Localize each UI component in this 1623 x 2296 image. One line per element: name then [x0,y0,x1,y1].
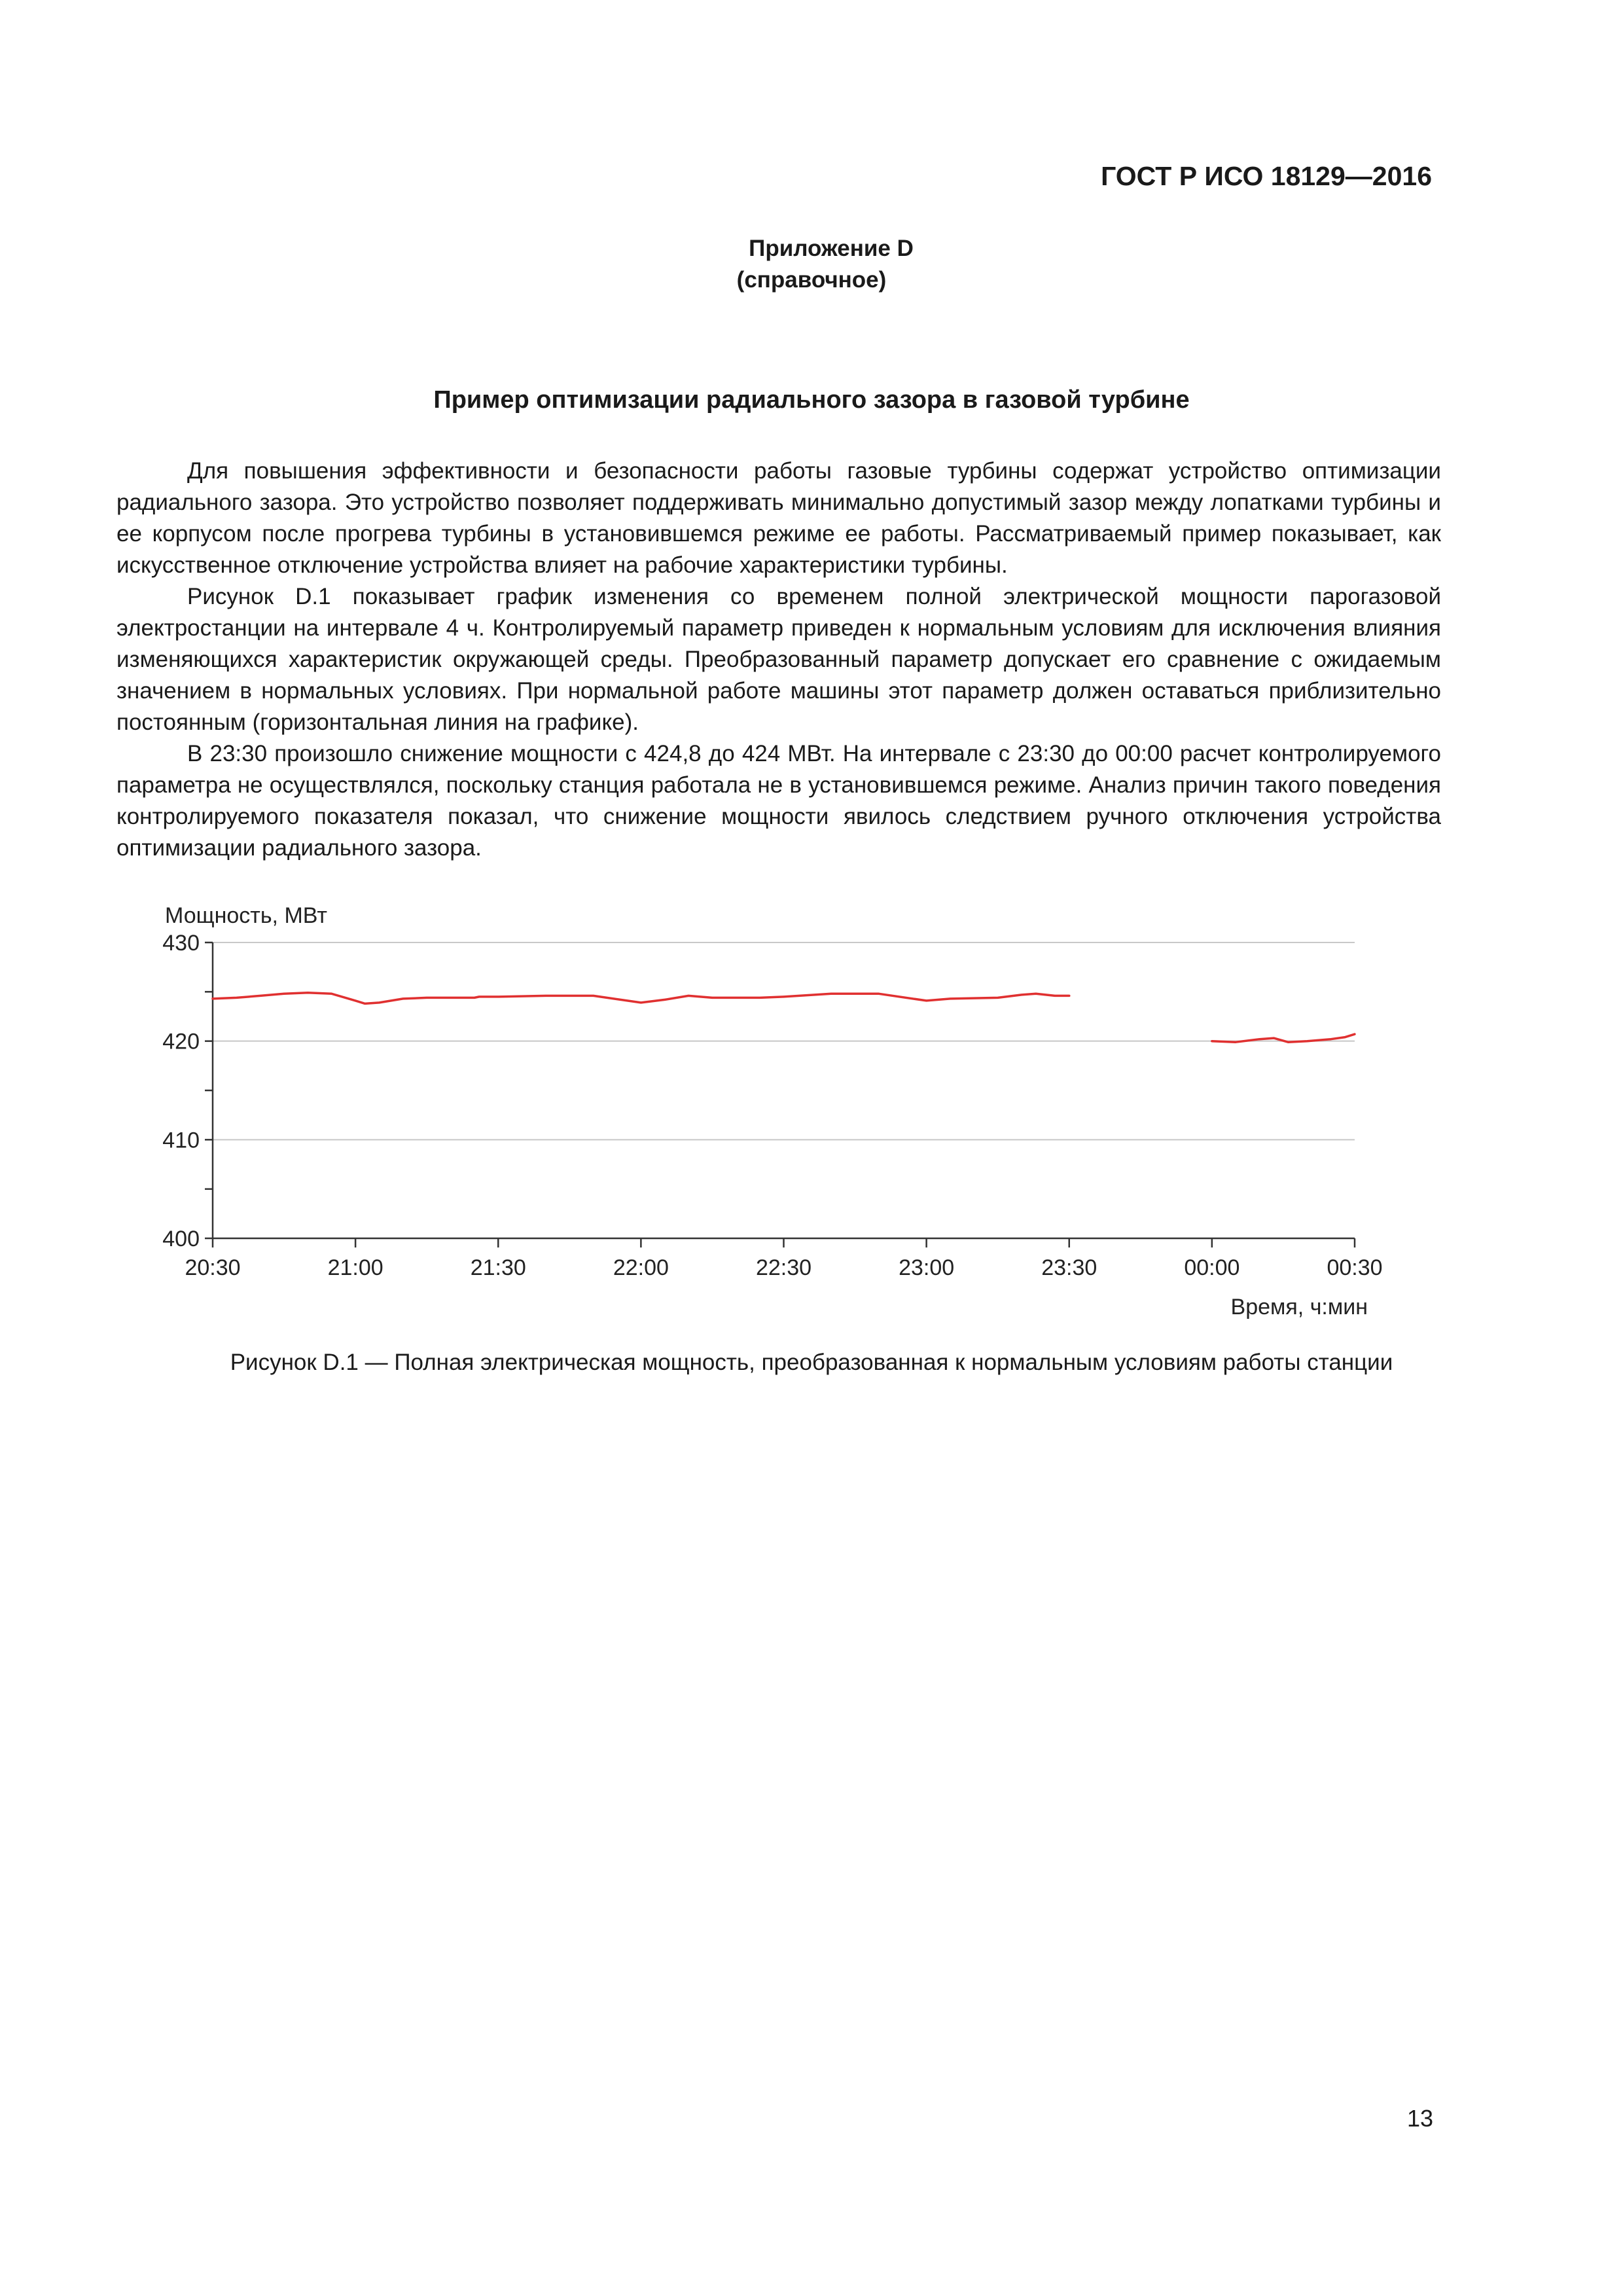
appendix-title: Приложение D [749,236,914,261]
y-axis-label: Мощность, МВт [165,903,327,928]
power-chart-svg [131,890,1414,1335]
appendix-heading [0,233,1623,296]
x-tick-label: 23:30 [1041,1255,1097,1280]
page-number: 13 [1406,2105,1433,2132]
x-tick-label: 22:30 [755,1255,812,1280]
paragraph: Для повышения эффективности и безопасности работы газовые турбины содержат устройство оптимизации радиального зазора. Это устройство позволяет поддерживать минимально допустимый зазор между лопатками турбины и ее корпусом после прогрева турбины в установившемся режиме ее работы. Рассматриваемый пример показывает, как искусственное отключение устройства влияет на рабочие характеристики турбины. [116,458,1441,578]
x-tick-label: 21:30 [470,1255,526,1280]
x-tick-label: 00:00 [1184,1255,1240,1280]
x-tick-label: 20:30 [185,1255,241,1280]
x-axis-label: Время, ч:мин [1230,1295,1368,1319]
paragraph: В 23:30 произошло снижение мощности с 424,8 до 424 МВт. На интервале с 23:30 до 00:00 расчет контролируемого параметра не осуществлялся, поскольку станция работала не в установившемся режиме. Анализ причин такого поведения контролируемого показателя показал, что снижение мощности явилось следствием ручного отключения устройства оптимизации радиального зазора. [116,741,1441,861]
x-tick-label: 21:00 [327,1255,383,1280]
y-tick-label: 420 [162,1029,200,1054]
body-text [116,456,1441,864]
x-tick-label: 23:00 [899,1255,955,1280]
y-tick-label: 410 [162,1128,200,1153]
document-code: ГОСТ Р ИСО 18129—2016 [1101,161,1432,191]
figure-caption: Рисунок D.1 — Полная электрическая мощность, преобразованная к нормальным условиям работы станции [230,1350,1393,1375]
y-tick-label: 430 [162,931,200,956]
y-tick-label: 400 [162,1227,200,1251]
section-title: Пример оптимизации радиального зазора в газовой турбине [433,386,1190,414]
paragraph: Рисунок D.1 показывает график изменения со временем полной электрической мощности парогазовой электростанции на интервале 4 ч. Контролируемый параметр приведен к нормальным условиям для исключения влияния изменяющихся характеристик окружающей среды. Преобразованный параметр допускает его сравнение с ожидаемым значением в нормальных условиях. При нормальной работе машины этот параметр должен оставаться приблизительно постоянным (горизонтальная линия на графике). [116,584,1441,735]
power-chart [131,890,1414,1335]
x-tick-label: 22:00 [613,1255,669,1280]
appendix-subtitle: (справочное) [736,267,887,293]
x-tick-label: 00:30 [1327,1255,1383,1280]
power-series-line [213,993,1069,1004]
